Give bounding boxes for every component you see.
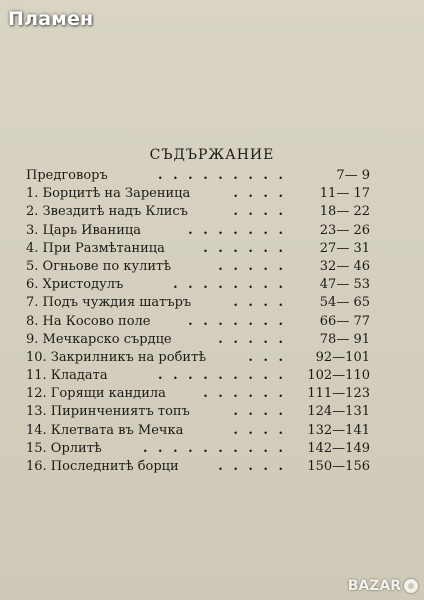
toc-entry-pages: 92—101 <box>315 349 370 365</box>
toc-entry-leader: . . . . . . . <box>188 222 286 238</box>
toc-entry-title: 12. Горящи кандила <box>26 386 166 402</box>
toc-entry-title: 8. На Косово поле <box>26 313 151 329</box>
toc-entry-leader: . . . . . . . <box>188 313 286 329</box>
toc-entry <box>26 203 396 221</box>
toc-entry-leader: . . . . . . . . . <box>158 368 286 384</box>
toc-entry-pages: 18— 22 <box>319 204 370 220</box>
toc-entry-pages: 150—156 <box>307 459 370 474</box>
toc-entry-title: 16. Последнитѣ борци <box>26 459 179 474</box>
toc-entry-title: 1. Борцитѣ на Зареница <box>26 186 191 202</box>
toc-entry-title: 11. Кладата <box>26 368 108 384</box>
toc-entry-title: 5. Огньове по кулитѣ <box>26 258 172 274</box>
toc-entry-pages: 23— 26 <box>319 222 370 238</box>
toc-entry <box>26 403 396 421</box>
toc-entry-leader: . . . . <box>233 295 286 311</box>
toc-entry <box>26 458 396 476</box>
toc-entry-leader: . . . . . <box>218 459 286 474</box>
toc-entry-title: 6. Христодулъ <box>26 277 124 293</box>
toc-entry <box>26 422 396 440</box>
toc-entry-title: 13. Пиринчениятъ топъ <box>26 404 190 420</box>
toc-entry <box>26 294 396 312</box>
toc-entry-pages: 78— 91 <box>319 331 370 347</box>
toc-entry-leader: . . . . . . . . . <box>158 168 286 183</box>
toc-entry-leader: . . . . <box>233 186 286 202</box>
toc-entry-leader: . . . . . . <box>203 386 286 402</box>
toc-entry <box>26 258 396 276</box>
toc-entry-pages: 142—149 <box>307 440 370 456</box>
toc-entry-pages: 47— 53 <box>319 277 370 293</box>
toc-entry-leader: . . . . . . . . . . <box>143 440 286 456</box>
toc-entry-leader: . . . . . . . . <box>173 277 286 293</box>
toc-entry-title: 4. При Размѣтаница <box>26 240 165 256</box>
toc-entry <box>26 222 396 240</box>
toc-entry <box>26 313 396 331</box>
toc-entry-leader: . . . . <box>233 204 286 220</box>
bazar-logo <box>348 578 418 594</box>
toc-entry-title: 7. Подъ чуждия шатъръ <box>26 295 192 311</box>
toc-entry <box>26 349 396 367</box>
toc-entry-leader: . . . . . <box>218 331 286 347</box>
toc-entry <box>26 167 396 185</box>
toc-entry <box>26 276 396 294</box>
toc-entry-title: 15. Орлитѣ <box>26 440 102 456</box>
bazar-logo-text: BAZAR <box>347 578 401 594</box>
toc-entry <box>26 385 396 403</box>
toc-entry <box>26 440 396 458</box>
toc-entry-pages: 102—110 <box>307 368 370 384</box>
toc-entry-leader: . . . . . . <box>203 240 286 256</box>
toc-entry-pages: 7— 9 <box>336 168 370 183</box>
toc-entry <box>26 367 396 385</box>
toc-entry-pages: 27— 31 <box>319 240 370 256</box>
page-title: СЪДЪРЖАНИЕ <box>149 147 275 163</box>
toc-entry-title: 9. Мечкарско сърдце <box>26 331 172 347</box>
toc-entry-leader: . . . . <box>233 422 286 438</box>
toc-entry-title: Предговоръ <box>26 168 108 183</box>
toc-entry <box>26 331 396 349</box>
toc-entry <box>26 185 396 203</box>
toc-entry-leader: . . . <box>248 349 286 365</box>
seller-watermark: Пламен <box>8 8 94 30</box>
toc-entry-leader: . . . . . <box>218 258 286 274</box>
bazar-logo-icon <box>404 579 418 593</box>
toc-entry <box>26 240 396 258</box>
toc-entry-title: 3. Царь Иваница <box>26 222 142 238</box>
toc-entry-leader: . . . . <box>233 404 286 420</box>
table-of-contents <box>26 167 396 476</box>
toc-entry-title: 2. Звездитѣ надъ Клисъ <box>26 204 188 220</box>
toc-entry-title: 14. Клетвата въ Мечка <box>26 422 184 438</box>
toc-entry-pages: 11— 17 <box>319 186 370 202</box>
toc-entry-pages: 54— 65 <box>319 295 370 311</box>
toc-entry-pages: 132—141 <box>307 422 370 438</box>
toc-entry-pages: 124—131 <box>307 404 370 420</box>
toc-entry-pages: 111—123 <box>307 386 370 402</box>
toc-entry-pages: 66— 77 <box>319 313 370 329</box>
toc-entry-pages: 32— 46 <box>319 258 370 274</box>
toc-entry-title: 10. Закрилникъ на робитѣ <box>26 349 207 365</box>
